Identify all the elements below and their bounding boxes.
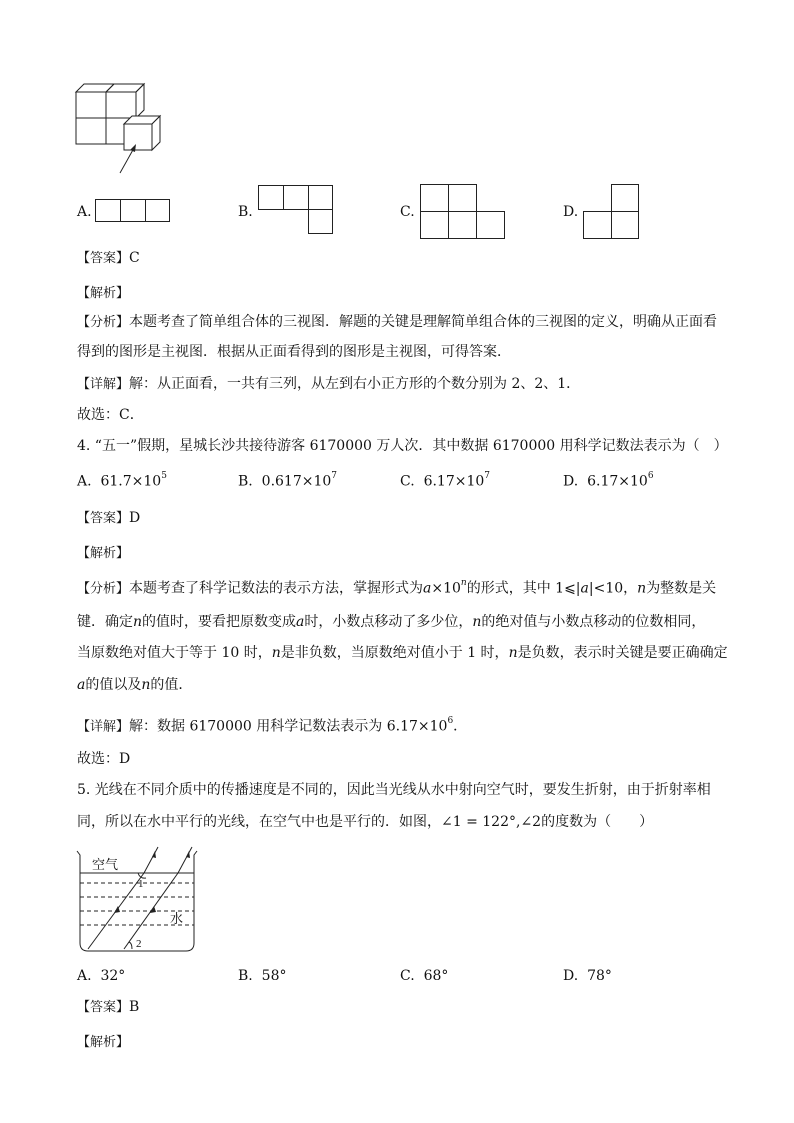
label-water: 水: [170, 912, 184, 927]
q4-answer: [77, 510, 140, 527]
option-text: 58°: [261, 968, 287, 984]
text: 的值时，要看把原数变成: [142, 614, 297, 630]
answer-value: D: [129, 510, 141, 526]
angle-1-label: 1: [138, 878, 144, 890]
q4-analysis-line1: [77, 577, 716, 598]
var-a: a: [423, 580, 432, 597]
q4-jiexi: 【解析】: [77, 546, 130, 561]
q3-choose: 故选：C．: [77, 407, 144, 423]
text: 的形式，其中 1⩽|: [466, 580, 581, 597]
text: 时，小数点移动了多少位，: [304, 614, 473, 630]
q3-option-d-label: D.: [563, 204, 579, 220]
q4-stem: 4. “五一”假期，星城长沙共接待游客 6170000 万人次．其中数据 6170000 用科学记数法表示为（ ）: [77, 438, 728, 454]
q4-option-d[interactable]: [563, 473, 654, 490]
q4-detail: [77, 715, 467, 736]
var-a: a: [77, 677, 86, 693]
q4-analysis-line2: [77, 614, 705, 630]
q3-jiexi: 【解析】: [77, 286, 130, 301]
cube-stack-figure: [70, 78, 180, 178]
q5-jiexi: 【解析】: [77, 1035, 130, 1050]
option-label: C.: [400, 968, 415, 984]
option-exp: 6: [647, 471, 654, 481]
q4-choose: 故选：D: [77, 751, 131, 767]
q3-analysis-line1: [77, 314, 717, 331]
option-exp: 5: [161, 471, 167, 481]
answer-tag: 【答案】: [77, 511, 130, 526]
q3-option-c-label: C.: [400, 204, 415, 220]
q4-analysis-line3: [77, 645, 728, 661]
option-label: A.: [77, 473, 92, 490]
q4-analysis-line4: [77, 677, 192, 693]
answer-tag: 【答案】: [77, 1000, 130, 1015]
option-label: D.: [563, 968, 579, 984]
q3-option-a-label: A.: [77, 204, 92, 220]
q5-stem-line1: 5. 光线在不同介质中的传播速度是不同的，因此当光线从水中射向空气时，要发生折射，由于折射率相: [77, 782, 711, 798]
text: 的值．: [150, 677, 193, 693]
text: 为整数是关: [646, 580, 717, 597]
detail-tag: 【详解】: [77, 377, 130, 392]
option-base: 6.17×10: [587, 473, 648, 490]
option-text: 68°: [423, 968, 449, 984]
q4-option-a[interactable]: [77, 473, 167, 490]
option-label: D.: [563, 473, 579, 490]
text: ．: [453, 718, 468, 735]
text: 当原数绝对值大于等于 10 时，: [77, 645, 272, 661]
option-label: B.: [238, 473, 253, 490]
q5-option-c[interactable]: [400, 968, 448, 984]
text: 是负数，表示时关键是要正确确定: [517, 645, 728, 661]
var-n: n: [460, 578, 467, 588]
q5-option-d[interactable]: [563, 968, 612, 984]
q5-option-b[interactable]: [238, 968, 286, 984]
detail-exp: 6: [447, 716, 454, 726]
text: ×10: [431, 580, 461, 597]
analysis-tag: 【分析】: [77, 581, 130, 597]
detail-text: 解：从正面看，一共有三列，从左到右小正方形的个数分别为 2、2、1．: [129, 376, 581, 392]
var-a: a: [296, 614, 305, 630]
option-label: A.: [77, 968, 92, 984]
option-text: 78°: [587, 968, 612, 984]
var-n: n: [133, 614, 143, 630]
var-n: n: [141, 677, 151, 693]
var-n: n: [472, 614, 482, 630]
option-text: 32°: [100, 968, 126, 984]
text: 本题考查了科学记数法的表示方法，掌握形式为: [129, 580, 424, 597]
option-label: C.: [400, 473, 415, 490]
text: 的值以及: [85, 677, 142, 693]
q3-answer: [77, 250, 140, 267]
q3-detail: [77, 376, 580, 393]
detail-tag: 【详解】: [77, 719, 130, 735]
option-base: 61.7×10: [100, 473, 162, 490]
label-air: 空气: [92, 858, 119, 873]
q4-option-b[interactable]: [238, 473, 337, 490]
detail-text: 解：数据 6170000 用科学记数法表示为 6.17×10: [129, 718, 448, 735]
answer-tag: 【答案】: [77, 251, 130, 266]
text: |<10，: [588, 580, 638, 597]
answer-value: C: [129, 250, 140, 266]
q4-option-c[interactable]: [400, 473, 490, 490]
text: 是非负数，当原数绝对值小于 1 时，: [280, 645, 509, 661]
text: 键．确定: [77, 614, 133, 630]
angle-2-label: 2: [136, 938, 142, 950]
var-n: n: [271, 645, 281, 661]
q5-answer: [77, 999, 139, 1016]
var-a: a: [580, 580, 589, 597]
option-label: B.: [238, 968, 253, 984]
refraction-figure: [74, 845, 202, 957]
option-exp: 7: [484, 471, 491, 481]
q3-option-b-label: B.: [238, 204, 253, 220]
option-base: 0.617×10: [261, 473, 332, 490]
answer-value: B: [129, 999, 140, 1015]
analysis-text: 本题考查了简单组合体的三视图．解题的关键是理解简单组合体的三视图的定义，明确从正面看: [129, 314, 718, 330]
analysis-tag: 【分析】: [77, 315, 130, 330]
text: 的绝对值与小数点移动的位数相同，: [481, 614, 706, 630]
option-exp: 7: [331, 471, 338, 481]
q5-option-a[interactable]: [77, 968, 125, 984]
q3-analysis-line2: 得到的图形是主视图．根据从正面看得到的图形是主视图，可得答案．: [77, 344, 511, 360]
q5-stem-line2: 同，所以在水中平行的光线，在空气中也是平行的．如图，∠1 = 122°,∠2的度数为（ ）: [77, 814, 654, 830]
var-n: n: [637, 580, 647, 597]
var-n: n: [508, 645, 518, 661]
option-base: 6.17×10: [423, 473, 485, 490]
